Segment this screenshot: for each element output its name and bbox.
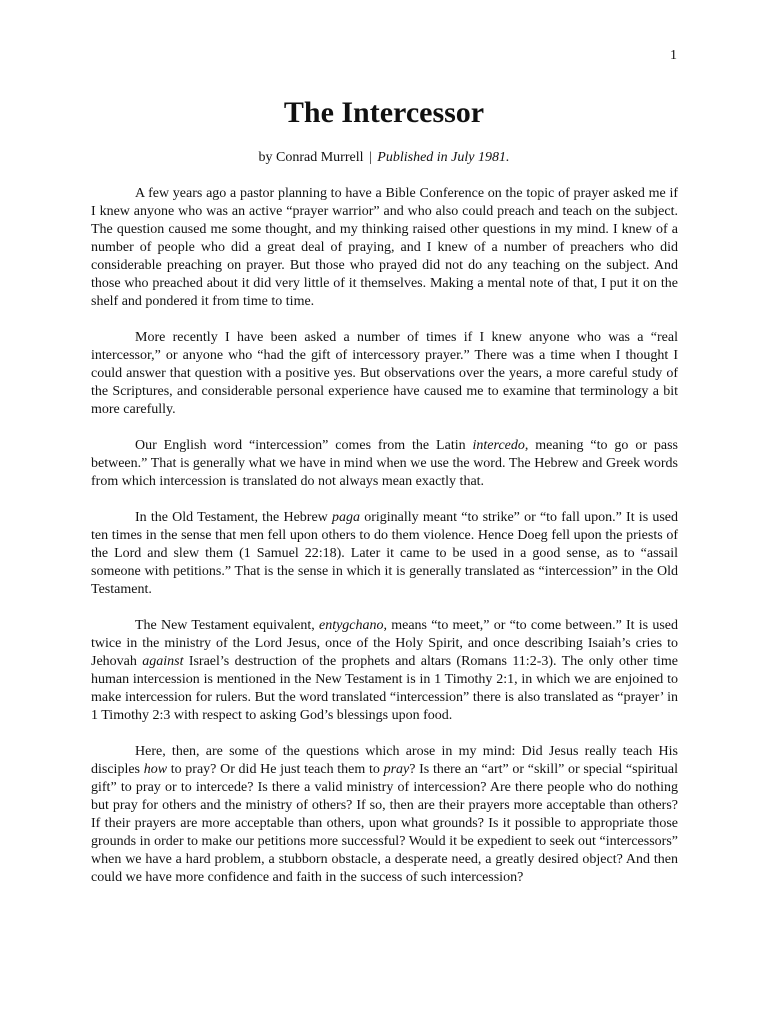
- byline-separator: |: [368, 150, 372, 165]
- document-body: [91, 185, 678, 905]
- paragraph: [91, 329, 678, 419]
- italic-text: pray: [383, 762, 410, 777]
- paragraph-text: originally meant “to strike” or “to fall upon.” It is used ten times in the sense that men fell upon others to do them violence. Hence Doeg fell upon the priests of the Lord and slew them (1 Samuel 22:18). Later it came to be used in a good sense, as to “assail someone with petitions.” That is the sense in which it is generally translated as “intercession” in the Old Testament.: [91, 510, 679, 597]
- paragraph-text: In the Old Testament, the Hebrew: [135, 510, 332, 525]
- paragraph-text: , means “to meet,” or “to come between.” It is used twice in the ministry of the Lord Jesus, once of the Holy Spirit, and once describing Isaiah’s cries to Jehovah: [91, 618, 679, 669]
- italic-text: intercedo: [472, 438, 525, 453]
- document-title: The Intercessor: [283, 96, 485, 129]
- paragraph-text: to pray? Or did He just teach them to: [167, 762, 384, 777]
- paragraph: [91, 743, 678, 887]
- italic-text: against: [142, 654, 184, 669]
- paragraph: [91, 617, 678, 725]
- byline: [0, 149, 768, 167]
- paragraph: [91, 185, 678, 311]
- paragraph: [91, 509, 678, 599]
- paragraph: [91, 437, 678, 491]
- byline-author: by Conrad Murrell: [258, 150, 364, 165]
- byline-published-date: Published in July 1981.: [377, 150, 510, 165]
- italic-text: entygchano: [318, 618, 384, 633]
- paragraph-text: A few years ago a pastor planning to have a Bible Conference on the topic of prayer asked me if I knew anyone who was an active “prayer warrior” and who also could preach and teach on the subject. The question caused me some thought, and my thinking raised other questions in my mind. I knew of a number of people who did a great deal of praying, and I knew of a number of preachers who did considerable preaching on prayer. But those who prayed did not do any teaching on the subject. And those who preached about it did very little of it themselves. Making a mental note of that, I put it on the shelf and pondered it from time to time.: [91, 186, 678, 309]
- paragraph-text: , meaning “to go or pass between.” That is generally what we have in mind when we use the word. The Hebrew and Greek words from which intercession is translated do not always mean exactly that.: [91, 438, 678, 489]
- paragraph-text: Here, then, are some of the questions which arose in my mind: Did Jesus really teach His disciples: [91, 744, 678, 777]
- paragraph-text: ? Is there an “art” or “skill” or special “spiritual gift” to pray or to intercede? Is there a valid ministry of intercession? Are there people who do nothing but pray for others and the ministry of others? If so, then are their prayers more acceptable than others? If their prayers are more acceptable than others, upon what grounds? Is it possible to appropriate those grounds in order to make our petitions more successful? Would it be expedient to seek out “intercessors” when we have a hard problem, a stubborn obstacle, a desperate need, a greatly desired object? And then could we have more confidence and faith in the success of such intercession?: [91, 762, 679, 885]
- paragraph-text: Israel’s destruction of the prophets and altars (Romans 11:2-3). The only other time human intercession is mentioned in the New Testament is in 1 Timothy 2:1, in which we are enjoined to make intercession for rulers. But the word translated “intercession” there is also translated as “prayer’ in 1 Timothy 2:3 with respect to asking God’s blessings upon food.: [91, 654, 678, 723]
- page-number: 1: [670, 48, 677, 63]
- paragraph-text: More recently I have been asked a number of times if I knew anyone who was a “real intercessor,” or anyone who “had the gift of intercessory prayer.” There was a time when I thought I could answer that question with a positive yes. But observations over the years, a more careful study of the Scriptures, and considerable personal experience have caused me to examine that terminology a bit more carefully.: [91, 330, 678, 417]
- italic-text: how: [143, 762, 168, 777]
- italic-text: paga: [332, 510, 360, 525]
- paragraph-text: Our English word “intercession” comes from the Latin: [135, 438, 473, 453]
- paragraph-text: The New Testament equivalent,: [135, 618, 319, 633]
